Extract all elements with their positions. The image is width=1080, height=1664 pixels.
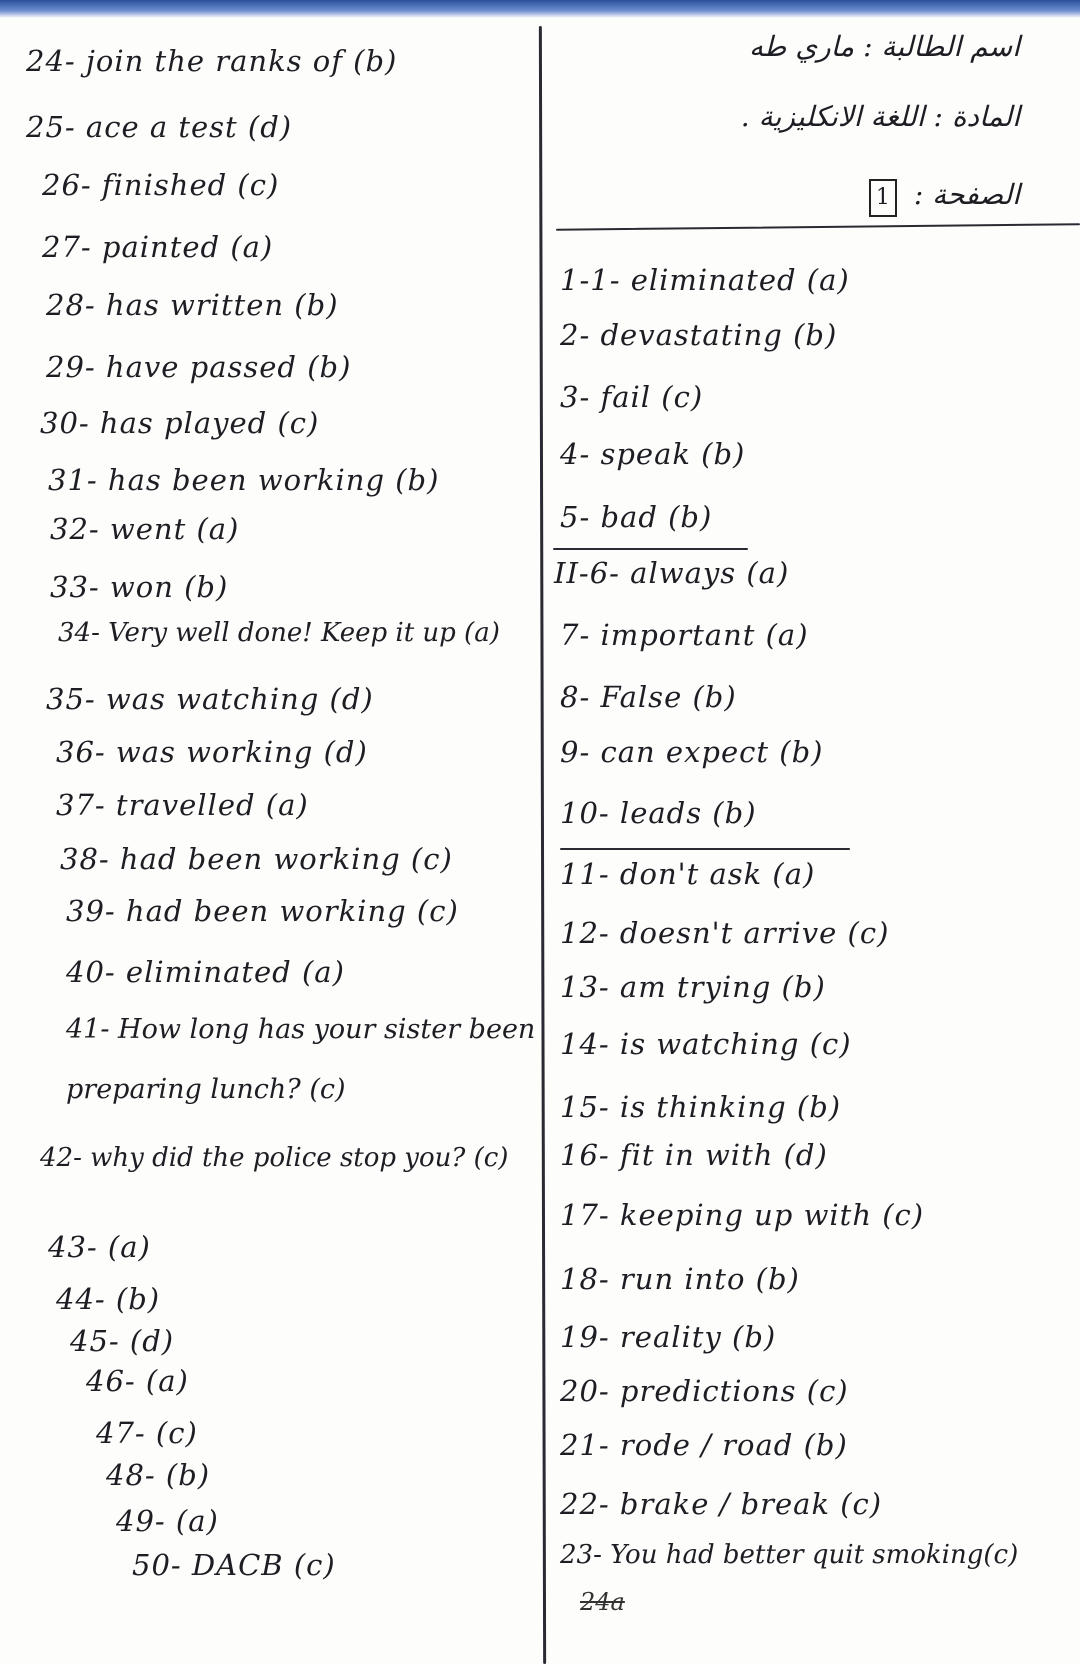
list-item: 17- keeping up with (c)	[560, 1198, 925, 1232]
list-item: 38- had been working (c)	[60, 842, 453, 876]
list-item: 37- travelled (a)	[56, 788, 309, 822]
list-item: 44- (b)	[56, 1282, 161, 1316]
list-item: 27- painted (a)	[42, 230, 274, 264]
list-item: 32- went (a)	[50, 512, 240, 546]
list-item: 40- eliminated (a)	[66, 955, 345, 989]
list-item: 31- has been working (b)	[48, 463, 440, 497]
crossed-out-scribble: 24a	[580, 1588, 625, 1616]
list-item: 13- am trying (b)	[560, 970, 826, 1004]
list-item: 1-1- eliminated (a)	[560, 263, 850, 297]
student-name: ماري طه	[749, 30, 855, 63]
student-name-line: اسم الطالبة : ماري طه	[749, 30, 1020, 63]
list-item: 24- join the ranks of (b)	[26, 44, 398, 78]
list-item: 7- important (a)	[560, 618, 809, 652]
list-item: 3- fail (c)	[560, 380, 704, 414]
list-item: 15- is thinking (b)	[560, 1090, 842, 1124]
header-divider-line	[556, 223, 1080, 230]
section-divider-2	[560, 848, 850, 850]
list-item: 23- You had better quit smoking(c)	[560, 1540, 1019, 1570]
list-item: 45- (d)	[70, 1324, 175, 1358]
list-item: 16- fit in with (d)	[560, 1138, 828, 1172]
list-item: 50- DACB (c)	[132, 1548, 336, 1582]
list-item: II-6- always (a)	[554, 556, 790, 590]
list-item: 21- rode / road (b)	[560, 1428, 848, 1462]
list-item: 49- (a)	[116, 1504, 219, 1538]
subject-label: المادة	[951, 100, 1020, 133]
list-item: 28- has written (b)	[46, 288, 339, 322]
list-item: 46- (a)	[86, 1364, 189, 1398]
list-item: 30- has played (c)	[40, 406, 320, 440]
page-top-edge	[0, 0, 1080, 18]
list-item: 39- had been working (c)	[66, 894, 459, 928]
list-item: 4- speak (b)	[560, 437, 746, 471]
section-divider-1	[553, 548, 748, 550]
subject-line: المادة : اللغة الانكليزية .	[740, 100, 1020, 133]
page-number-box: 1	[869, 179, 897, 217]
page-label: الصفحة	[932, 178, 1020, 211]
list-item: 41- How long has your sister been preparing lunch? (c)	[66, 1014, 536, 1105]
subject: اللغة الانكليزية	[758, 100, 925, 133]
list-item: 22- brake / break (c)	[560, 1487, 883, 1521]
list-item: 33- won (b)	[50, 570, 229, 604]
list-item: 5- bad (b)	[560, 500, 713, 534]
list-item: 35- was watching (d)	[46, 682, 374, 716]
list-item: 25- ace a test (d)	[26, 110, 293, 144]
list-item: 12- doesn't arrive (c)	[560, 916, 890, 950]
page-number-line: الصفحة : 1	[861, 178, 1020, 217]
list-item: 47- (c)	[96, 1416, 198, 1450]
list-item: 34- Very well done! Keep it up (a)	[58, 618, 500, 648]
list-item: 29- have passed (b)	[46, 350, 352, 384]
column-divider	[539, 26, 546, 1664]
list-item: 20- predictions (c)	[560, 1374, 849, 1408]
list-item: 11- don't ask (a)	[560, 857, 816, 891]
list-item: 26- finished (c)	[42, 168, 280, 202]
student-name-label: اسم الطالبة	[881, 30, 1020, 63]
list-item: 9- can expect (b)	[560, 735, 824, 769]
list-item: 14- is watching (c)	[560, 1027, 852, 1061]
list-item: 8- False (b)	[560, 680, 737, 714]
list-item: 10- leads (b)	[560, 796, 757, 830]
list-item: 42- why did the police stop you? (c)	[40, 1143, 509, 1173]
list-item: 43- (a)	[48, 1230, 151, 1264]
list-item: 48- (b)	[106, 1458, 211, 1492]
list-item: 19- reality (b)	[560, 1320, 777, 1354]
list-item: 36- was working (d)	[56, 735, 368, 769]
list-item: 18- run into (b)	[560, 1262, 800, 1296]
list-item: 2- devastating (b)	[560, 318, 838, 352]
